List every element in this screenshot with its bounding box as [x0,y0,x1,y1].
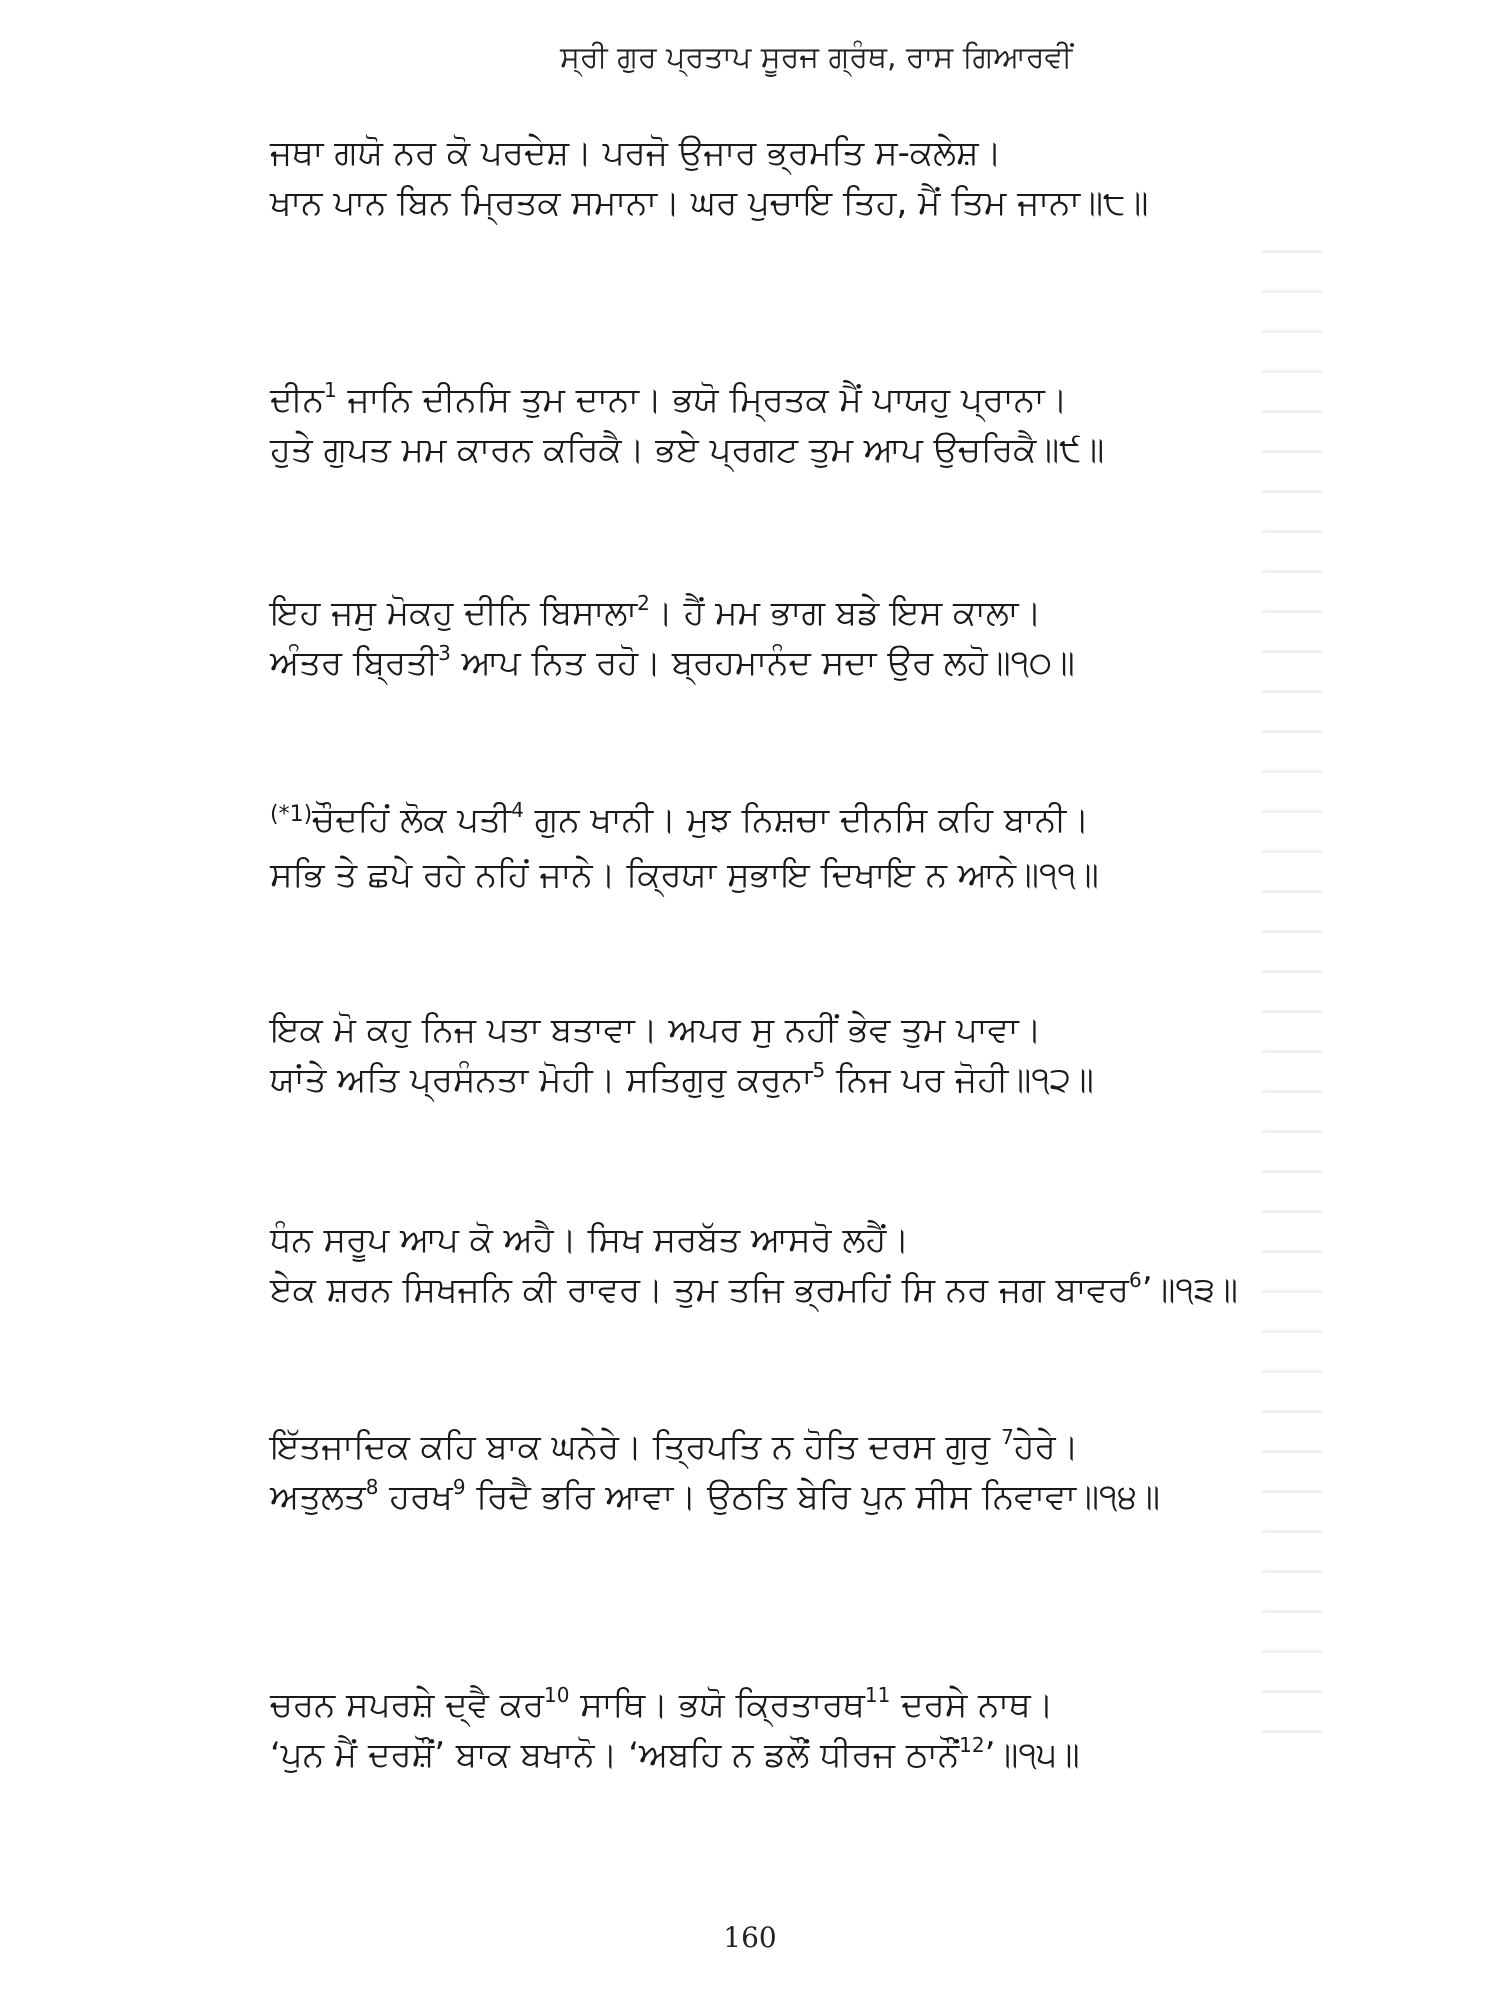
verse-text: ਯਾਂਤੇ ਅਤਿ ਪ੍ਰਸੰਨਤਾ ਮੋਹੀ। ਸਤਿਗੁਰੁ ਕਰੁਨਾ [270,1060,813,1100]
verse-line [270,1265,1270,1315]
stanza [270,795,1270,900]
editorial-note-marker: (*1) [270,802,313,827]
verse-text: ਹਰਖ [378,1477,453,1517]
verse-text: ਆਪ ਨਿਤ ਰਹੋ। ਬ੍ਰਹਮਾਨੰਦ ਸਦਾ ਉਰ ਲਹੋ॥੧੦॥ [450,643,1075,683]
verse-text: ਗੁਨ ਖਾਨੀ। ਮੁਝ ਨਿਸ਼ਚਾ ਦੀਨਸਿ ਕਹਿ ਬਾਨੀ। [523,800,1090,840]
verse-text: ਇੱਤਜਾਦਿਕ ਕਹਿ ਬਾਕ ਘਨੇਰੇ। ਤ੍ਰਿਪਤਿ ਨ ਹੋਤਿ ਦਰਸ ਗੁਰੁ [270,1427,1002,1467]
verse-text: ਦਰਸੇ ਨਾਥ। [890,1685,1054,1725]
verse-line [270,425,1270,475]
footnote-marker: 8 [365,1474,379,1499]
footnote-marker: 2 [637,590,650,615]
verse-line [270,1680,1270,1730]
stanza [270,1215,1270,1315]
verse-text: ਚਰਨ ਸਪਰਸ਼ੇ ਦ੍ਵੈ ਕਰ [270,1685,545,1725]
footnote-marker: 3 [438,640,451,665]
verse-line [270,850,1270,900]
footnote-marker: 1 [324,377,337,402]
stanza [270,1422,1270,1522]
running-header: ਸ੍ਰੀ ਗੁਰ ਪ੍ਰਤਾਪ ਸੂਰਜ ਗ੍ਰੰਥ, ਰਾਸ ਗਿਆਰਵੀਂ [560,40,1073,75]
verse-text: ਅਤੁਲਤ [270,1477,366,1517]
verse-text: ਅੰਤਰ ਬ੍ਰਿਤੀ [270,643,439,683]
verse-text: ’॥੧੫॥ [984,1735,1080,1775]
verse-text: ਇਹ ਜਸੁ ਮੋਕਹੁ ਦੀਨਿ ਬਿਸਾਲਾ [270,593,638,633]
verse-line [270,375,1270,425]
footnote-marker: 4 [511,797,524,822]
verse-line [270,638,1270,688]
verse-text: । ਹੈਂ ਮਮ ਭਾਗ ਬਡੇ ਇਸ ਕਾਲਾ। [649,593,1042,633]
verse-text: ਨਿਜ ਪਰ ਜੋਹੀ॥੧੨॥ [825,1060,1094,1100]
verse-line [270,128,1270,178]
verse-text: ਸਾਥਿ। ਭਯੋ ਕ੍ਰਿਤਾਰਥ [569,1685,865,1725]
show-through-text [1262,250,1322,1770]
verse-text: ਹੁਤੇ ਗੁਪਤ ਮਮ ਕਾਰਨ ਕਰਿਕੈ। ਭਏ ਪ੍ਰਗਟ ਤੁਮ ਆਪ ਉਚਰਿਕੈ॥੯॥ [270,430,1105,470]
verse-text: ਏਕ ਸ਼ਰਨ ਸਿਖਜਨਿ ਕੀ ਰਾਵਰ। ਤੁਮ ਤਜਿ ਭ੍ਰਮਹਿਂ ਸਿ ਨਰ ਜਗ ਬਾਵਰ [270,1270,1129,1310]
stanza [270,1005,1270,1105]
page-number: 160 [723,1921,777,1954]
footnote-marker: 9 [452,1474,466,1499]
footnote-marker: 10 [544,1682,570,1707]
verse-text: ਜਾਨਿ ਦੀਨਸਿ ਤੁਮ ਦਾਨਾ। ਭਯੋ ਮ੍ਰਿਤਕ ਮੈਂ ਪਾਯਹੁ ਪ੍ਰਾਨਾ। [336,380,1068,420]
footnote-marker: 5 [812,1057,826,1082]
stanza [270,128,1270,228]
stanza [270,1680,1270,1780]
verse-text: ਸਭਿ ਤੇ ਛਪੇ ਰਹੇ ਨਹਿਂ ਜਾਨੇ। ਕ੍ਰਿਯਾ ਸੁਭਾਇ ਦਿਖਾਇ ਨ ਆਨੇ॥੧੧॥ [270,855,1099,895]
footnote-marker: 11 [864,1682,891,1707]
verse-line [270,178,1270,228]
verse-text: ਦੀਨ [270,380,324,420]
footnote-marker: 12 [959,1732,985,1757]
verse-line [270,1472,1270,1522]
verse-text: ਧੰਨ ਸਰੂਪ ਆਪ ਕੋ ਅਹੈ। ਸਿਖ ਸਰਬੱਤ ਆਸਰੋ ਲਹੈਂ। [270,1220,910,1260]
verse-line [270,588,1270,638]
verse-text: ਜਥਾ ਗਯੋ ਨਰ ਕੋ ਪਰਦੇਸ਼। ਪਰਜੋ ਉਜਾਰ ਭ੍ਰਮਤਿ ਸ-ਕਲੇਸ਼। [270,133,1002,173]
verse-text: ‘ਪੁਨ ਮੈਂ ਦਰਸ਼ੌਂ’ ਬਾਕ ਬਖਾਨੋ। ‘ਅਬਹਿ ਨ ਡਲੌਂ ਧੀਰਜ ਠਾਨੌਂ [270,1735,960,1775]
verse-line [270,1215,1270,1265]
stanza [270,588,1270,688]
verse-line [270,1005,1270,1055]
verse-line [270,1422,1270,1472]
footnote-marker: 6 [1128,1267,1142,1292]
verse-text: ਚੌਦਹਿਂ ਲੋਕ ਪਤੀ [312,800,512,840]
verse-line [270,1055,1270,1105]
verse-text: ’॥੧੩॥ [1141,1270,1238,1310]
verse-line [270,795,1270,850]
verse-text: ਖਾਨ ਪਾਨ ਬਿਨ ਮ੍ਰਿਤਕ ਸਮਾਨਾ। ਘਰ ਪੁਚਾਇ ਤਿਹ, ਮੈਂ ਤਿਮ ਜਾਨਾ॥੮॥ [270,183,1149,223]
verse-line [270,1730,1270,1780]
footnote-marker: 7 [1001,1424,1014,1449]
stanza [270,375,1270,475]
verse-text: ਹੇਰੇ। [1013,1427,1079,1467]
verse-text: ਇਕ ਮੋ ਕਹੁ ਨਿਜ ਪਤਾ ਬਤਾਵਾ। ਅਪਰ ਸੁ ਨਹੀਂ ਭੇਵ ਤੁਮ ਪਾਵਾ। [270,1010,1042,1050]
verse-text: ਰਿਦੈ ਭਰਿ ਆਵਾ। ਉਠਤਿ ਬੇਰਿ ਪੁਨ ਸੀਸ ਨਿਵਾਵਾ॥੧੪॥ [465,1477,1160,1517]
